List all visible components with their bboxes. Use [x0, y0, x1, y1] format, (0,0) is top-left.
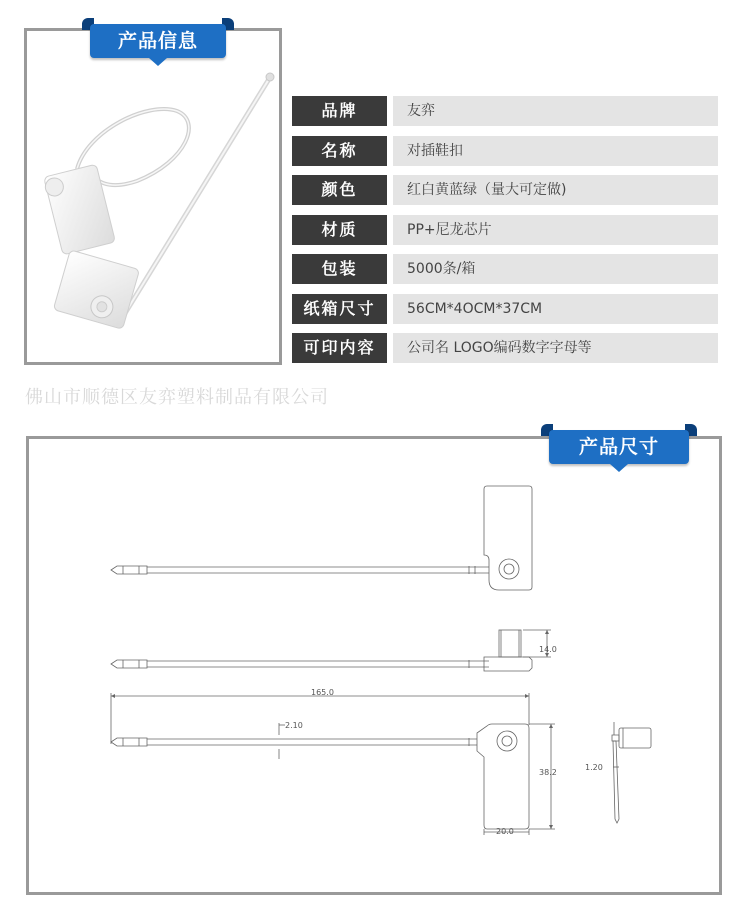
spec-value: PP+尼龙芯片 [393, 215, 718, 245]
spec-label: 包装 [292, 254, 387, 284]
spec-value: 5000条/箱 [393, 254, 718, 284]
product-photo-frame [24, 28, 282, 365]
spec-row-packaging [292, 254, 718, 284]
product-photo [27, 31, 279, 362]
tag-height-dimension-label: 38.2 [539, 768, 557, 777]
product-info-title: 产品信息 [117, 30, 198, 52]
spec-row-color [292, 175, 718, 205]
spec-value: 公司名 LOGO编码数字字母等 [393, 333, 718, 363]
spec-label: 品牌 [292, 96, 387, 126]
spec-value: 56CM*4OCM*37CM [393, 294, 718, 324]
spec-row-brand [292, 96, 718, 126]
spec-label: 可印内容 [292, 333, 387, 363]
height-dimension-label: 14.0 [539, 645, 557, 654]
product-dimensions-title: 产品尺寸 [578, 436, 659, 458]
dimensions-frame [26, 436, 722, 895]
product-dimensions-ribbon [541, 424, 697, 470]
spec-value: 友弈 [393, 96, 718, 126]
tag-width-dimension-label: 20.0 [496, 827, 514, 836]
spec-label: 名称 [292, 136, 387, 166]
company-watermark: 佛山市顺德区友弈塑料制品有限公司 [25, 387, 329, 408]
spec-row-material [292, 215, 718, 245]
dimension-drawing [29, 439, 719, 892]
diameter-dimension-label: 2.10 [285, 721, 303, 730]
spec-value: 对插鞋扣 [393, 136, 718, 166]
thickness-dimension-label: 1.20 [585, 763, 603, 772]
spec-row-name [292, 136, 718, 166]
spec-row-printable [292, 333, 718, 363]
spec-label: 纸箱尺寸 [292, 294, 387, 324]
product-info-ribbon [82, 18, 234, 64]
spec-value: 红白黄蓝绿（量大可定做) [393, 175, 718, 205]
spec-row-carton-size [292, 294, 718, 324]
spec-label: 颜色 [292, 175, 387, 205]
spec-label: 材质 [292, 215, 387, 245]
length-dimension-label: 165.0 [311, 688, 334, 697]
